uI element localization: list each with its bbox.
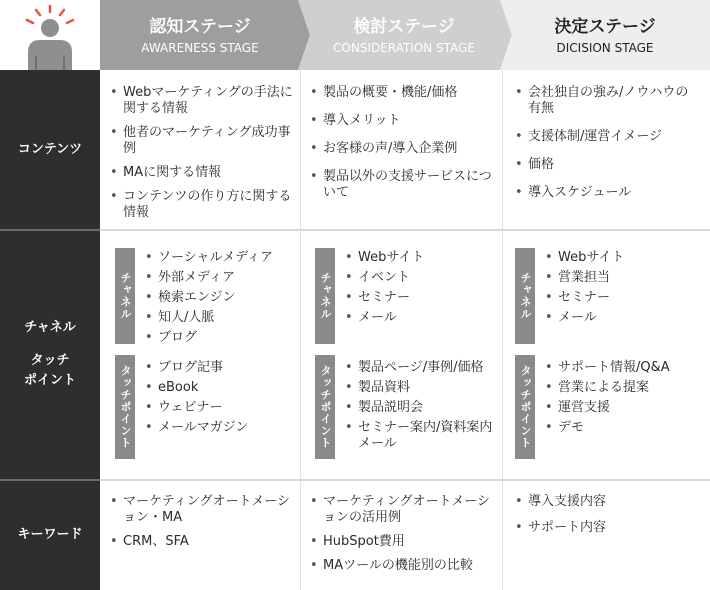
list-item: • セミナー [345, 290, 497, 306]
list-item: • コンテンツの作り方に関する情報 [110, 189, 295, 221]
list-item: • eBook [145, 380, 295, 396]
list-item: • 導入メリット [310, 113, 495, 129]
stage-header [0, 0, 710, 70]
touchpoint-tag: タッチポイント [115, 355, 135, 459]
list-item: • MAツールの機能別の比較 [310, 558, 495, 574]
touchpoint-list-consideration [345, 360, 497, 456]
list-item: • ウェビナー [145, 400, 295, 416]
list-item: • メールマガジン [145, 420, 295, 436]
list-item: • 知人/人脈 [145, 310, 295, 326]
row-label-text: ポイント [23, 373, 76, 389]
list-item: • 製品以外の支援サービスについて [310, 169, 495, 201]
row-label-channel-touchpoint [0, 231, 100, 479]
stage-title: 決定ステージ [554, 17, 656, 37]
row-label-content [0, 70, 100, 230]
list-item: • ソーシャルメディア [145, 250, 295, 266]
row-label-text: キーワード [17, 527, 83, 543]
list-item: • 価格 [515, 157, 700, 173]
list-item: • 製品ページ/事例/価格 [345, 360, 497, 376]
keyword-list-consideration [310, 494, 495, 582]
list-item: • セミナー [545, 290, 700, 306]
channel-tag: チャネル [115, 248, 135, 344]
touchpoint-tag: タッチポイント [515, 355, 535, 459]
column-separator [502, 70, 503, 590]
stage-consideration [302, 12, 506, 55]
stage-title: 認知ステージ [149, 17, 251, 37]
stage-decision [505, 12, 705, 55]
touchpoint-tag: タッチポイント [315, 355, 335, 459]
list-item: • Webサイト [345, 250, 497, 266]
list-item: • CRM、SFA [110, 534, 295, 550]
content-list-awareness [110, 85, 295, 229]
content-list-decision [515, 85, 700, 209]
row-label-text: チャネル [24, 319, 76, 335]
row-divider [0, 479, 710, 481]
list-item: • デモ [545, 420, 700, 436]
keyword-list-awareness [110, 494, 295, 558]
list-item: • 外部メディア [145, 270, 295, 286]
row-label-text: タッチ [30, 352, 70, 368]
list-item: • 支援体制/運営イメージ [515, 129, 700, 145]
stage-title: 検討ステージ [353, 17, 455, 37]
list-item: • セミナー案内/資料案内メール [345, 420, 497, 452]
list-item: • マーケティングオートメーションの活用例 [310, 494, 495, 526]
stage-subtitle: AWARENESS STAGE [141, 41, 259, 55]
list-item: • Webマーケティングの手法に関する情報 [110, 85, 295, 117]
list-item: • 営業による提案 [545, 380, 700, 396]
row-label-text: コンテンツ [17, 141, 83, 157]
list-item: • イベント [345, 270, 497, 286]
list-item: • 他者のマーケティング成功事例 [110, 125, 295, 157]
content-list-consideration [310, 85, 495, 209]
channel-tag: チャネル [315, 248, 335, 344]
touchpoint-list-awareness [145, 360, 295, 440]
channel-list-awareness [145, 250, 295, 350]
channel-tag: チャネル [515, 248, 535, 344]
list-item: • 営業担当 [545, 270, 700, 286]
list-item: • サポート情報/Q&A [545, 360, 700, 376]
stage-awareness [100, 12, 300, 55]
list-item: • 会社独自の強み/ノウハウの有無 [515, 85, 700, 117]
list-item: • MAに関する情報 [110, 165, 295, 181]
list-item: • サポート内容 [515, 520, 700, 536]
column-separator [300, 70, 301, 590]
list-item: • Webサイト [545, 250, 700, 266]
list-item: • メール [545, 310, 700, 326]
keyword-list-decision [515, 494, 700, 544]
row-label-keyword [0, 481, 100, 590]
list-item: • 検索エンジン [145, 290, 295, 306]
list-item: • 製品の概要・機能/価格 [310, 85, 495, 101]
list-item: • メール [345, 310, 497, 326]
list-item: • HubSpot費用 [310, 534, 495, 550]
list-item: • 製品資料 [345, 380, 497, 396]
list-item: • 導入スケジュール [515, 185, 700, 201]
list-item: • ブログ記事 [145, 360, 295, 376]
list-item: • 製品説明会 [345, 400, 497, 416]
list-item: • 導入支援内容 [515, 494, 700, 510]
channel-list-consideration [345, 250, 497, 330]
stage-subtitle: CONSIDERATION STAGE [333, 41, 475, 55]
row-divider [0, 229, 710, 231]
list-item: • ブログ [145, 330, 295, 346]
touchpoint-list-decision [545, 360, 700, 440]
channel-list-decision [545, 250, 700, 330]
list-item: • 運営支援 [545, 400, 700, 416]
list-item: • お客様の声/導入企業例 [310, 141, 495, 157]
stage-subtitle: DICISION STAGE [556, 41, 654, 55]
list-item: • マーケティングオートメーション・MA [110, 494, 295, 526]
